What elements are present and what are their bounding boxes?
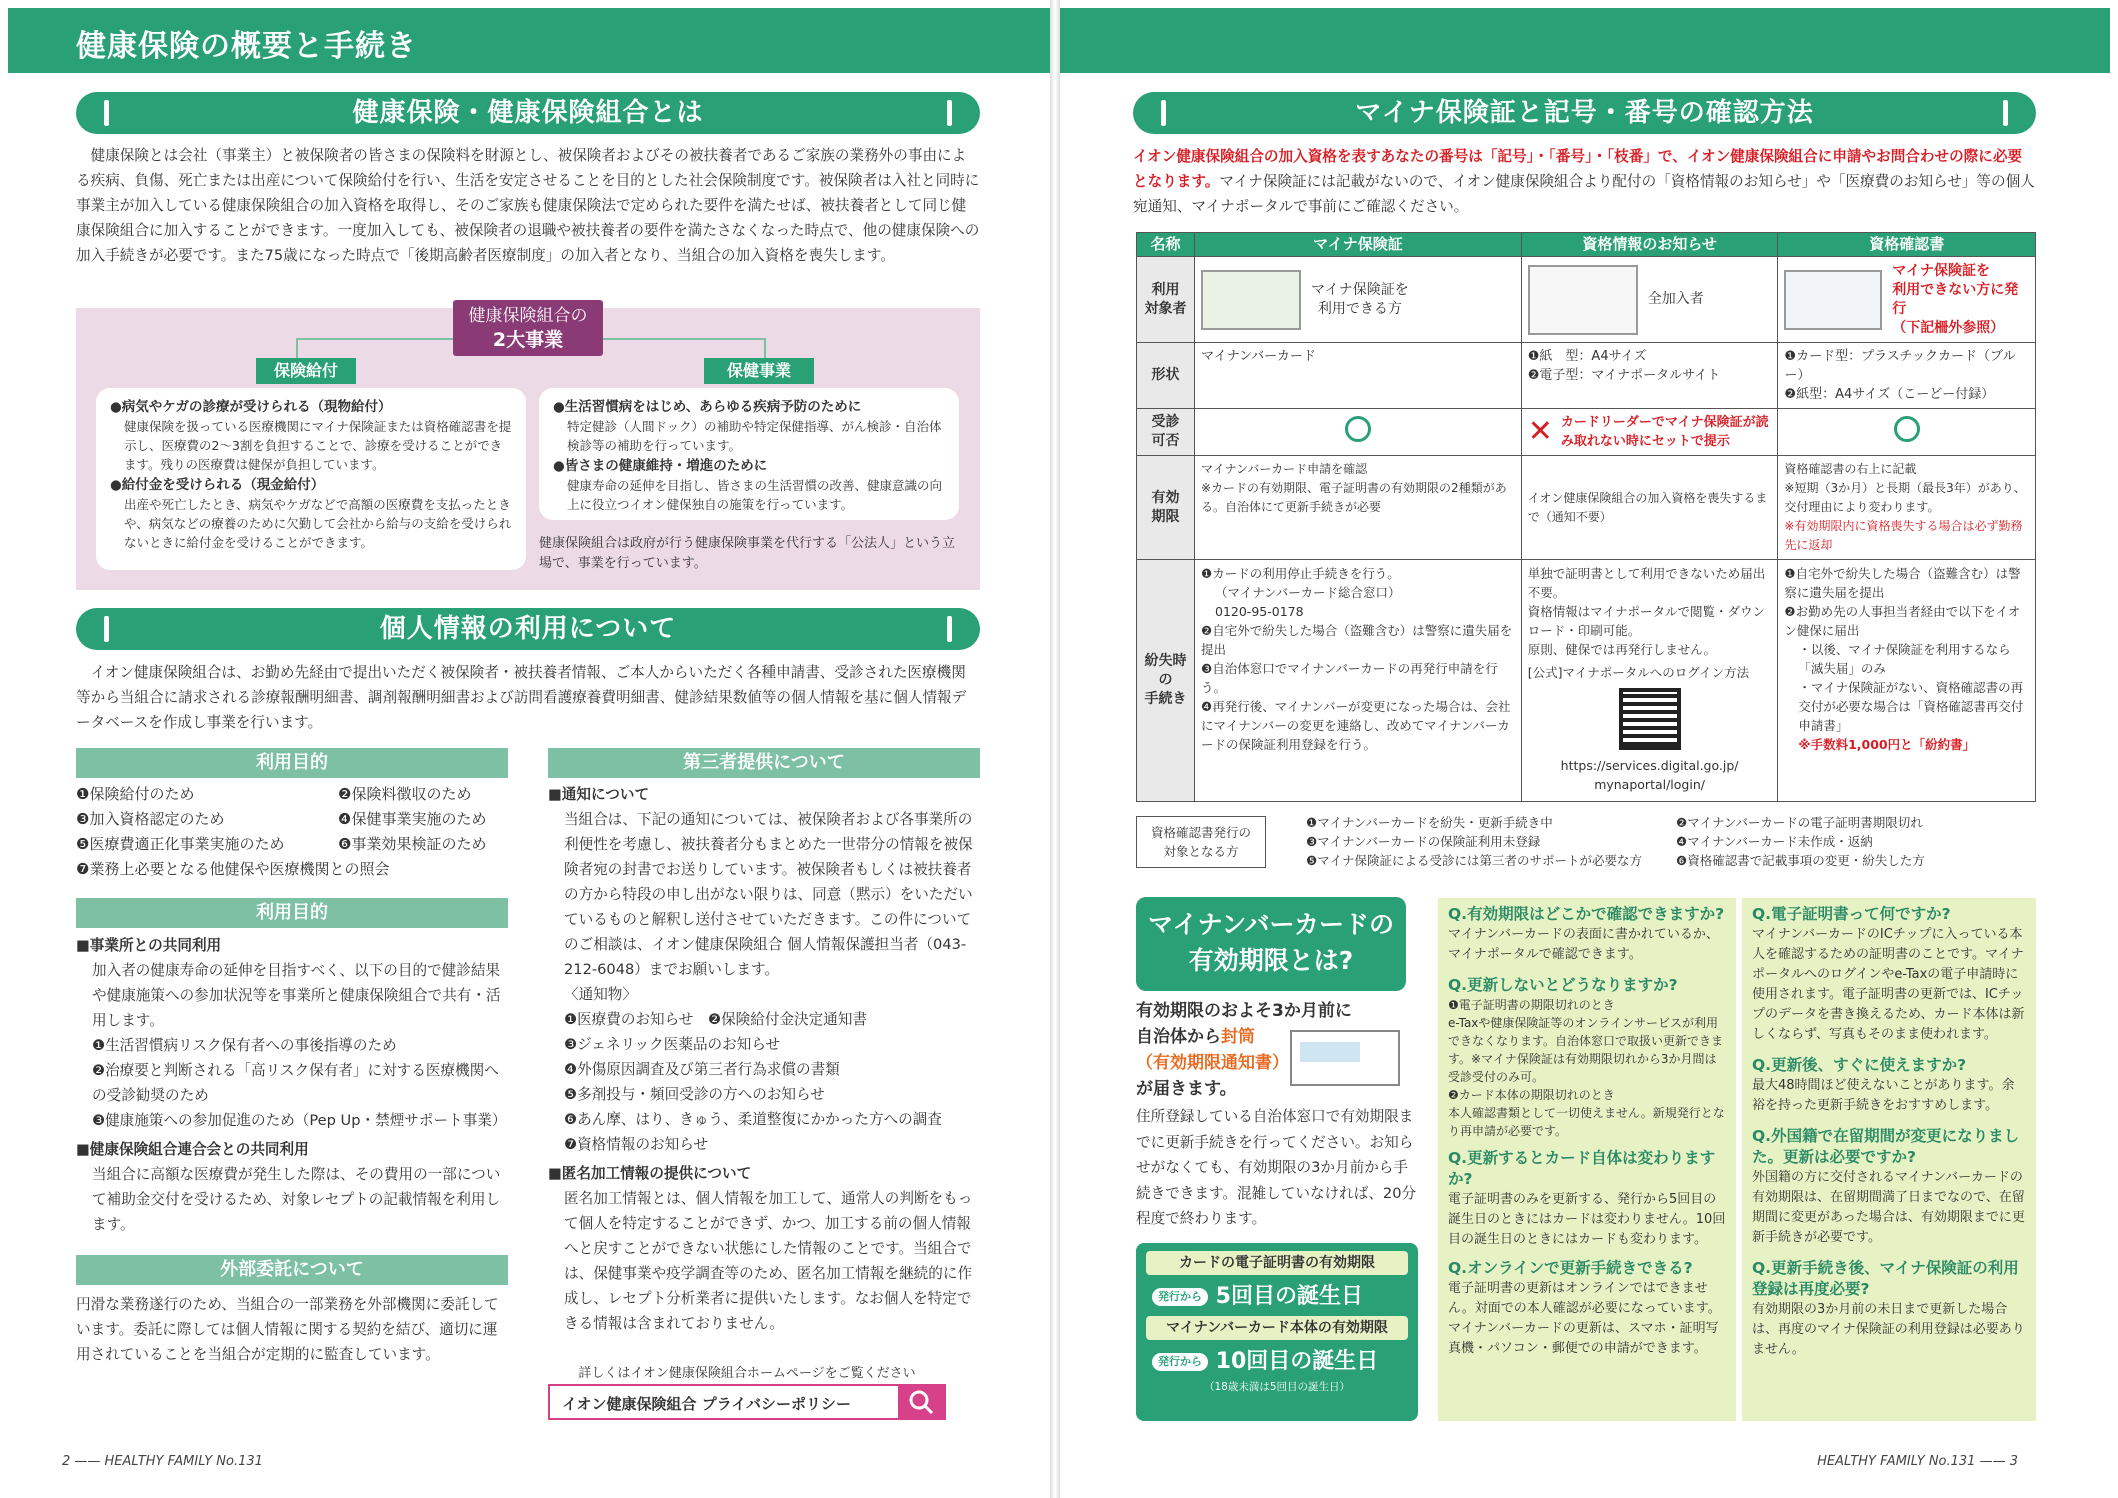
notice-heading: ■通知について [548, 786, 650, 803]
row-header-visit: 受診 可否 [1137, 409, 1195, 456]
shape-shikaku-2: ❷電子型：マイナポータルサイト [1527, 368, 1721, 383]
qa-question: Q.外国籍で在留期間が変更になりました。更新は必要ですか? [1752, 1127, 2020, 1166]
lost-card-item: ❶自宅外で紛失した場合（盗難含む）は警察に遺失届を提出 [1784, 566, 2021, 600]
joint-use-text-1: 加入者の健康寿命の延伸を目指すべく、以下の目的で健診結果や健康施策への参加状況等を事業所と健康保険組合で共有・活用します。 [92, 962, 501, 1029]
valid-myna: マイナンバーカード申請を確認 ※カードの有効期限、電子証明書の有効期限の2種類がある。自治体にて更新手続きが必要 [1195, 456, 1522, 560]
lost-myna-item: ❶カードの利用停止手続きを行う。 [1201, 566, 1400, 581]
legend-item: ❻資格確認書で記載事項の変更・紛失した方 [1676, 853, 1925, 868]
valid-shikaku: イオン健康保険組合の加入資格を喪失するまで（通知不要） [1521, 456, 1778, 560]
two-business-panel [76, 308, 980, 590]
program-heading-2: ●皆さまの健康維持・増進のために [553, 458, 768, 474]
anon-text: 匿名加工情報とは、個人情報を加工して、通常人の判断をもって個人を特定することができず、かつ、加工する前の個人情報へと戻すことができない状態にした情報のことです。当組合では、保健事業や疫学調査等のため、匿名加工情報を継続的に作成し、レセプト分析業者に提供いたします。なお個人を特定できる情報は含まれておりません。 [564, 1190, 973, 1332]
joint-use [76, 933, 508, 1237]
lost-shikaku-text: 単独で証明書として利用できないため届出不要。 資格情報はマイナポータルで閲覧・ダウンロード・印刷可能。 原則、健保では再発行しません。 [1527, 566, 1766, 657]
row-header-target: 利用 対象者 [1137, 257, 1195, 343]
tag-hoken-jigyo: 保健事業 [704, 358, 814, 384]
notice-item: ❼資格情報のお知らせ [564, 1136, 708, 1153]
purpose-item: ❹保健事業実施のため [338, 810, 487, 828]
target-shikaku-text: 全加入者 [1647, 291, 1704, 307]
notice-item: ❺多剤投与・頻回受診の方へのお知らせ [564, 1086, 825, 1103]
purpose-item: ❸加入資格認定のため [76, 810, 225, 828]
notice-item: ❸ジェネリック医薬品のお知らせ [564, 1036, 781, 1053]
purpose-item: ❶保険給付のため [76, 785, 195, 803]
benefit-card [96, 388, 526, 570]
qa-column-left [1438, 898, 1736, 1421]
ok-circle-icon [1894, 416, 1920, 442]
section-title-personal-info: 個人情報の利用について [76, 608, 980, 650]
legend-item: ❺マイナ保険証による受診には第三者のサポートが必要な方 [1306, 853, 1642, 868]
joint-use-text-2: 当組合に高額な医療費が発生した際は、その費用の一部について補助金交付を受けるため、対象レセプトの記載情報を利用します。 [92, 1166, 501, 1233]
purpose-list [76, 782, 508, 882]
qa-answer: マイナンバーカードのICチップに入っている本人を確認するための証明書のことです。マイナポータルへのログインやe-Taxの電子申請時に使用されます。電子証明書の更新では、ICチップのデータを書き換えるため、カード本体は新しくならず、写真もそのまま使われます。 [1752, 927, 2025, 1042]
page-gutter [1050, 0, 1060, 1498]
qa-question: Q.更新しないとどうなりますか? [1448, 976, 1678, 994]
col-header-shikaku-info: 資格情報のお知らせ [1521, 233, 1778, 257]
purpose-item: ❷保険料徴収のため [338, 785, 472, 803]
privacy-search-box[interactable] [548, 1384, 946, 1420]
qa-answer: 電子証明書のみを更新する、発行から5回目の誕生日のときにはカードは変わりません。10回目の誕生日のときにはカードも変わります。 [1448, 1192, 1726, 1247]
ok-circle-icon [1345, 416, 1371, 442]
row-header-valid: 有効 期限 [1137, 456, 1195, 560]
notice-item: ❹外傷原因調査及び第三者行為求償の書類 [564, 1061, 840, 1078]
notice-subtitle: 〈通知物〉 [564, 986, 637, 1003]
public-corporation-note: 健康保険組合は政府が行う健康保険事業を代行する「公法人」という立場で、事業を行っています。 [539, 536, 956, 571]
lost-myna-phone: 0120-95-0178 [1215, 604, 1304, 619]
document-icon [1528, 265, 1638, 335]
card-validity-title [1136, 897, 1406, 991]
qa-answer: 電子証明書の更新はオンラインではできません。対面での本人確認が必要になっています。マイナンバーカードの更新は、スマホ・証明写真機・パソコン・郵便での申請ができます。 [1448, 1281, 1721, 1356]
col-header-name: 名称 [1137, 233, 1195, 257]
target-myna-text: マイナ保険証を 利用できる方 [1311, 281, 1409, 317]
target-myna [1201, 270, 1515, 330]
health-program-card [539, 388, 959, 520]
qa-answer: ❶電子証明書の期限切れのとき e-Taxや健康保険証等のオンラインサービスが利用できなくなります。自治体窓口で取扱い更新できます。※マイナ保険証は有効期限切れから3か月間は受診受付のみ可。 ❷カード本体の期限切れのとき 本人確認書類として一切使えません。新規発行となり再申請が必要です。 [1448, 998, 1725, 1138]
legend-item: ❷マイナンバーカードの電子証明書期限切れ [1676, 815, 1923, 830]
qa-question: Q.有効期限はどこかで確認できますか? [1448, 905, 1725, 923]
lost-myna-item: ❸自治体窓口でマイナンバーカードの再発行申請を行う。 [1201, 661, 1498, 695]
card-lead-3: （有効期限通知書） [1136, 1053, 1289, 1073]
purpose-item: ❺医療費適正化事業実施のため [76, 835, 285, 853]
qa-question: Q.電子証明書って何ですか? [1752, 905, 1951, 923]
s2-body: イオン健康保険組合は、お勤め先経由で提出いただく被保険者・被扶養者情報、ご本人からいただく各種申請書、受診された医療機関等から当組合に請求される診療報酬明細書、調剤報酬明細書および訪問看護療養費明細書、健診結果数値等の個人情報を基に個人情報データベースを作成し事業を行います。 [76, 664, 967, 731]
col-header-shikaku-card: 資格確認書 [1778, 233, 2036, 257]
card-title-line1: マイナンバーカードの [1147, 910, 1394, 939]
mynaportal-url[interactable]: https://services.digital.go.jp/ mynaportal/login/ [1560, 758, 1739, 792]
joint-use-heading-1: ■事業所との共同利用 [76, 937, 222, 954]
purpose-item: ❻事業効果検証のため [338, 835, 487, 853]
issue-pill: 発行から [1152, 1353, 1208, 1371]
section-title-health-insurance: 健康保険・健康保険組合とは [76, 92, 980, 134]
third-party-header: 第三者提供について [548, 748, 980, 778]
card-lead-4: が届きます。 [1136, 1079, 1237, 1099]
qa-question: Q.更新するとカード自体は変わりますか? [1448, 1149, 1716, 1188]
target-card [1784, 262, 2029, 338]
joint-use-item: ❷治療要と判断される「高リスク保有者」に対する医療機関への受診勧奨のため [92, 1062, 499, 1104]
valid-card-red: ※有効期限内に資格喪失する場合は必ず勤務先に返却 [1784, 519, 2023, 552]
search-text: イオン健康保険組合 プライバシーポリシー [562, 1395, 852, 1413]
row-header-lost: 紛失時 の 手続き [1137, 560, 1195, 802]
target-card-text: マイナ保険証を 利用できない方に発行 （下記柵外参照） [1892, 262, 2019, 336]
hp-note: 詳しくはイオン健康保険組合ホームページをご覧ください [578, 1366, 916, 1381]
legend-item: ❹マイナンバーカード未作成・返納 [1676, 834, 1873, 849]
legend-label: 資格確認書発行の 対象となる方 [1136, 816, 1266, 868]
joint-use-heading-2: ■健康保険組合連合会との共同利用 [76, 1141, 309, 1158]
qa-column-right [1740, 898, 2036, 1421]
two-business-label-line1: 健康保険組合の [468, 306, 588, 326]
notice-text: 当組合は、下記の通知については、被保険者および各事業所の利便性を考慮し、被扶養者分もまとめた一世帯分の情報を被保険者宛の封書でお送りしています。被保険者もしくは被扶養者の方から特段の申し出がない限りは、同意（黙示）をいただいているものと解釈し送付させていただきます。この件についてのご相談は、イオン健康保険組合 個人情報保護担当者（043-212-6048）までお願いします。 [564, 811, 973, 978]
myna-intro-text: マイナ保険証には記載がないので、イオン健康保険組合より配付の「資格情報のお知らせ」や「医療費のお知らせ」等の個人宛通知、マイナポータルで事前にご確認ください。 [1133, 173, 2035, 215]
search-icon [898, 1384, 946, 1420]
card-title-line2: 有効期限とは? [1188, 946, 1354, 975]
visit-shikaku [1528, 413, 1772, 451]
lost-card-fee: ※手数料1,000円と「紛約書」 [1798, 737, 1976, 752]
card-lead-2: 自治体から [1136, 1027, 1221, 1047]
left-page-title: 健康保険の概要と手続き [76, 29, 417, 64]
legend-item: ❶マイナンバーカードを紛失・更新手続き中 [1306, 815, 1553, 830]
footer-right: HEALTHY FAMILY No.131 —— 3 [1817, 1454, 2018, 1469]
tag-hoken-kyufu: 保険給付 [256, 358, 356, 384]
shape-shikaku-1: ❶紙 型：A4サイズ [1527, 349, 1647, 364]
card-validity-note: （18歳未満は5回目の誕生日） [1203, 1381, 1351, 1393]
third-party-section [548, 782, 980, 1336]
purpose-header: 利用目的 [76, 748, 508, 778]
notice-item: ❶医療費のお知らせ ❷保険給付金決定通知書 [564, 1011, 868, 1028]
legend-list [1306, 813, 2036, 870]
benefit-heading-2: ●給付金を受けられる（現金給付） [110, 477, 325, 493]
cert-validity-label: カードの電子証明書の有効期限 [1146, 1251, 1408, 1275]
right-header-bar [1060, 8, 2110, 73]
ng-cross-icon: ✕ [1527, 414, 1553, 449]
qr-code-icon[interactable] [1619, 688, 1681, 750]
outsource-text: 円滑な業務遂行のため、当組合の一部業務を外部機関に委託しています。委託に際しては個人情報に関する契約を結び、適切に運用されていることを当組合が定期的に監査しています。 [76, 1296, 499, 1363]
qa-answer: 外国籍の方に交付されるマイナンバーカードの有効期限は、在留期間満了日までなので、在留期間に変更があった場合は、有効期限までに更新手続きが必要です。 [1752, 1170, 2025, 1245]
benefit-text-2: 出産や死亡したとき、病気やケガなどで高額の医療費を支払ったときや、病気などの療養のために欠勤して会社から給与の支給を受けられないときに給付金を受けることができます。 [124, 497, 512, 550]
notice-item: ❻あん摩、はり、きゅう、柔道整復にかかった方への調査 [564, 1111, 942, 1128]
lost-myna-item: ❷自宅外で紛失した場合（盗難含む）は警察に遺失届を提出 [1201, 623, 1513, 657]
joint-use-item: ❸健康施策への参加促進のため（Pep Up・禁煙サポート事業） [92, 1112, 507, 1129]
card-body: 住所登録している自治体窓口で有効期限までに更新手続きを行ってください。お知らせがなくても、有効期限の3か月前から手続きできます。混雑していなければ、20分程度で終わります。 [1136, 1108, 1417, 1227]
footer-left: 2 —— HEALTHY FAMILY No.131 [62, 1454, 263, 1469]
card-validity-value: 10回目の誕生日 [1215, 1349, 1379, 1374]
two-business-label [453, 300, 603, 356]
insurance-card-table [1136, 232, 2036, 802]
valid-card: 資格確認書の右上に記載 ※短期（3か月）と長期（最長3年）があり、交付理由により変わります。 [1784, 462, 2026, 514]
search-button[interactable] [898, 1384, 946, 1420]
joint-use-item: ❶生活習慣病リスク保有者への事後指導のため [92, 1037, 397, 1054]
col-header-myna: マイナ保険証 [1195, 233, 1522, 257]
shape-card-1: ❶カード型：プラスチックカード（ブルー） [1784, 349, 2016, 383]
legend-item: ❸マイナンバーカードの保険証利用未登録 [1306, 834, 1541, 849]
purpose-header-2: 利用目的 [76, 898, 508, 928]
program-text-1: 特定健診（人間ドック）の補助や特定保健指導、がん検診・自治体検診等の補助を行っています。 [567, 419, 942, 453]
section-title-myna: マイナ保険証と記号・番号の確認方法 [1133, 92, 2036, 134]
envelope-window [1300, 1042, 1360, 1062]
anon-heading: ■匿名加工情報の提供について [548, 1165, 752, 1182]
myna-intro [1133, 144, 2036, 219]
mynaportal-link[interactable]: [公式]マイナポータルへのログイン方法 [1527, 665, 1750, 680]
two-business-label-line2: 2大事業 [492, 329, 564, 351]
validity-box [1136, 1243, 1418, 1421]
lost-card-item: ❷お勤め先の人事担当者経由で以下をイオン健保に届出 [1784, 604, 2021, 638]
card-validity-label: マイナンバーカード本体の有効期限 [1146, 1316, 1408, 1340]
qa-question: Q.更新手続き後、マイナ保険証の利用登録は再度必要? [1752, 1259, 2019, 1298]
left-header-bar [8, 8, 1050, 73]
cert-validity-value: 5回目の誕生日 [1215, 1284, 1363, 1309]
benefit-heading-1: ●病気やケガの診療が受けられる（現物給付） [110, 399, 392, 415]
row-header-shape: 形状 [1137, 343, 1195, 409]
myna-intro-red: イオン健康保険組合の加入資格を表すあなたの番号は「記号」・「番号」・「枝番」で、イオン健康保険組合に申請やお問合わせの際に必要となります。 [1133, 148, 2023, 190]
purpose-item: ❼業務上必要となる他健保や医療機関との照会 [76, 860, 390, 878]
shape-card-2: ❷紙型：A4サイズ（こーどー付録） [1784, 387, 1995, 402]
program-text-2: 健康寿命の延伸を目指し、皆さまの生活習慣の改善、健康意識の向上に役立つイオン健保独自の施策を行っています。 [567, 478, 943, 512]
card-lead-envelope: 封筒 [1221, 1027, 1255, 1047]
outsource-header: 外部委託について [76, 1255, 508, 1285]
lost-card-item: ・以後、マイナ保険証を利用するなら「滅失届」のみ [1798, 642, 2011, 676]
qa-answer: マイナンバーカードの表面に書かれているか、マイナポータルで確認できます。 [1448, 927, 1719, 962]
program-heading-1: ●生活習慣病をはじめ、あらゆる疾病予防のために [553, 399, 862, 415]
card-icon [1784, 270, 1882, 330]
lost-myna-item: （マイナンバーカード総合窓口） [1215, 585, 1401, 600]
qa-answer: 有効期限の3か月前の未日まで更新した場合は、再度のマイナ保険証の利用登録は必要ありません。 [1752, 1302, 2025, 1357]
target-shikaku [1528, 265, 1772, 335]
issue-pill: 発行から [1152, 1288, 1208, 1306]
lost-myna-item: ❹再発行後、マイナンバーが変更になった場合は、会社にマイナンバーの変更を連絡し、改めてマイナンバーカードの保険証利用登録を行う。 [1201, 699, 1511, 752]
benefit-text-1: 健康保険を扱っている医療機関にマイナ保険証または資格確認書を提示し、医療費の2～3割を負担することで、診療を受けることができます。残りの医療費は健保が負担しています。 [124, 419, 512, 472]
envelope-icon [1290, 1030, 1400, 1086]
s1-body: 健康保険とは会社（事業主）と被保険者の皆さまの保険料を財源とし、被保険者およびその被扶養者であるご家族の業務外の事由による疾病、負傷、死亡または出産について保険給付を行い、生活を安定させることを目的とした社会保険制度です。被保険者は入社と同時に事業主が加入している健康保険組合の加入資格を取得し、そのご家族も健康保険法で定められた要件を満たせば、被扶養者として同じ健康保険組合に加入することができます。一度加入しても、被保険者の退職や被扶養者の要件を満たさなくなった時点で、他の健康保険への加入手続きが必要です。また75歳になった時点で「後期高齢者医療制度」の加入者となり、当組合の加入資格を喪失します。 [76, 147, 980, 264]
qa-question: Q.更新後、すぐに使えますか? [1752, 1056, 1967, 1074]
myna-card-icon [1201, 270, 1301, 330]
lost-card-item: ・マイナ保険証がない、資格確認書の再交付が必要な場合は「資格確認書再交付申請書」 [1798, 680, 2024, 733]
qa-answer: 最大48時間ほど使えないことがあります。余裕を持った更新手続きをおすすめします。 [1752, 1078, 2015, 1113]
shape-myna: マイナンバーカード [1195, 343, 1522, 409]
card-lead-1: 有効期限のおよそ3か月前に [1136, 1001, 1352, 1021]
visit-shikaku-text: カードリーダーでマイナ保険証が読み取れない時にセットで提示 [1560, 415, 1769, 449]
qa-question: Q.オンラインで更新手続きできる? [1448, 1259, 1693, 1277]
